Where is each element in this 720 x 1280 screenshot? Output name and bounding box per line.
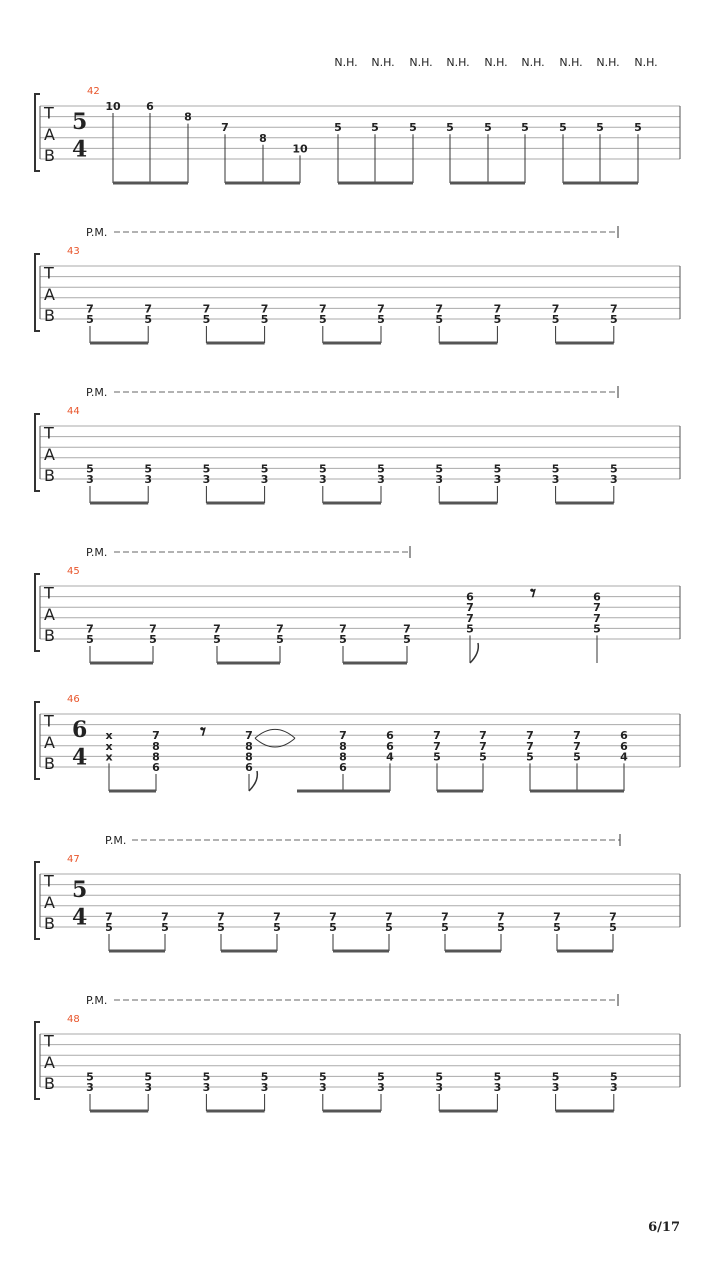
eighth-rest: 𝄾: [200, 719, 206, 746]
fret-number: 3: [551, 473, 560, 486]
tab-letter-t: T: [44, 103, 54, 123]
fret-number: 7: [435, 302, 444, 316]
natural-harmonic-label: N.H.: [446, 56, 470, 69]
fret-number: 7: [479, 739, 487, 753]
fret-number: 5: [318, 313, 327, 326]
tab-letter-t: T: [44, 583, 54, 603]
fret-number: 5: [377, 1070, 385, 1084]
fret-number: 8: [245, 750, 253, 764]
fret-number: 5: [521, 121, 529, 135]
fret-number: 7: [105, 910, 113, 924]
fret-number: 5: [526, 750, 534, 764]
fret-number: 8: [259, 131, 267, 145]
fret-number: 5: [260, 462, 269, 476]
fret-number: 7: [318, 302, 327, 316]
fret-number: 5: [371, 121, 379, 135]
fret-number: 6: [146, 100, 154, 113]
fret-number: 7: [245, 729, 253, 743]
fret-number: 3: [202, 473, 211, 486]
fret-number: 7: [152, 729, 160, 743]
fret-number: 5: [551, 313, 560, 326]
bar-number: 45: [67, 566, 80, 577]
fret-number: 5: [86, 1070, 94, 1084]
bar-number: 47: [67, 854, 80, 865]
fret-number: 7: [202, 302, 211, 316]
tie-crescendo-mark: [255, 729, 295, 747]
fret-number: 7: [260, 302, 269, 316]
fret-number: 8: [245, 739, 253, 753]
time-signature-bottom: 4: [72, 904, 88, 931]
fret-number: 5: [105, 921, 113, 934]
palm-mute-label: P.M.: [86, 386, 108, 399]
palm-mute-label: P.M.: [105, 834, 127, 847]
fret-number: 7: [377, 302, 385, 316]
fret-number: 7: [221, 121, 229, 135]
fret-number: 8: [152, 750, 160, 764]
tab-letter-t: T: [44, 871, 54, 891]
note-flag: [249, 771, 257, 791]
fret-number: 3: [260, 1081, 269, 1094]
fret-number: 5: [441, 921, 449, 934]
fret-number: 6: [152, 761, 160, 774]
dead-note: x: [105, 739, 113, 753]
natural-harmonic-label: N.H.: [409, 56, 433, 69]
fret-number: 7: [149, 622, 157, 636]
fret-number: 5: [559, 121, 567, 135]
fret-number: 3: [86, 473, 94, 486]
dead-note: x: [105, 750, 113, 764]
bar-number: 48: [67, 1014, 80, 1025]
fret-number: 7: [329, 910, 337, 924]
fret-number: 5: [86, 313, 94, 326]
tab-letter-b: B: [44, 914, 55, 933]
tab-letter-b: B: [44, 626, 55, 645]
tab-letter-a: A: [44, 444, 55, 464]
fret-number: 6: [386, 739, 394, 753]
fret-number: 5: [551, 462, 560, 476]
tab-letter-a: A: [44, 604, 55, 624]
fret-number: 5: [484, 121, 492, 135]
fret-number: 5: [202, 462, 211, 476]
tab-letter-a: A: [44, 284, 55, 304]
fret-number: 5: [144, 1070, 153, 1084]
fret-number: 5: [634, 121, 642, 135]
system-bracket: [35, 94, 40, 171]
fret-number: 3: [144, 1081, 153, 1094]
fret-number: 5: [276, 633, 284, 646]
natural-harmonic-label: N.H.: [484, 56, 508, 69]
fret-number: 7: [551, 302, 560, 316]
fret-number: 5: [553, 921, 561, 934]
fret-number: 7: [466, 611, 474, 625]
fret-number: 5: [339, 633, 347, 646]
fret-number: 3: [202, 1081, 211, 1094]
tab-letter-t: T: [44, 263, 54, 283]
fret-number: 7: [526, 729, 534, 743]
fret-number: 7: [497, 910, 505, 924]
fret-number: 4: [386, 750, 394, 764]
fret-number: 7: [213, 622, 221, 636]
palm-mute-label: P.M.: [86, 226, 108, 239]
bar-number: 42: [87, 86, 100, 97]
fret-number: 5: [493, 462, 502, 476]
tab-letter-b: B: [44, 146, 55, 165]
fret-number: 5: [329, 921, 337, 934]
fret-number: 7: [479, 729, 487, 743]
fret-number: 7: [553, 910, 561, 924]
fret-number: 7: [217, 910, 225, 924]
palm-mute-label: P.M.: [86, 546, 108, 559]
fret-number: 5: [409, 121, 417, 135]
fret-number: 5: [161, 921, 169, 934]
system-bracket: [35, 1022, 40, 1099]
fret-number: 7: [609, 910, 617, 924]
fret-number: 7: [276, 622, 284, 636]
fret-number: 3: [144, 473, 153, 486]
tab-letter-a: A: [44, 892, 55, 912]
fret-number: 6: [593, 590, 601, 604]
fret-number: 8: [339, 739, 347, 753]
note-flag: [470, 643, 478, 663]
fret-number: 6: [466, 590, 474, 604]
fret-number: 5: [551, 1070, 560, 1084]
system-bracket: [35, 702, 40, 779]
fret-number: 10: [105, 100, 121, 113]
system-bracket: [35, 574, 40, 651]
tab-letter-t: T: [44, 423, 54, 443]
fret-number: 4: [620, 750, 628, 764]
bar-number: 46: [67, 694, 80, 705]
fret-number: 8: [184, 110, 192, 124]
natural-harmonic-label: N.H.: [596, 56, 620, 69]
fret-number: 5: [466, 622, 474, 636]
fret-number: 5: [479, 750, 487, 764]
fret-number: 7: [385, 910, 393, 924]
natural-harmonic-label: N.H.: [634, 56, 658, 69]
fret-number: 3: [551, 1081, 560, 1094]
natural-harmonic-label: N.H.: [559, 56, 583, 69]
tab-letter-a: A: [44, 732, 55, 752]
fret-number: 7: [573, 739, 581, 753]
fret-number: 3: [493, 473, 502, 486]
fret-number: 8: [339, 750, 347, 764]
fret-number: 5: [334, 121, 342, 135]
bar-number: 44: [67, 406, 80, 417]
fret-number: 7: [593, 611, 601, 625]
fret-number: 3: [609, 1081, 618, 1094]
fret-number: 6: [620, 729, 628, 743]
fret-number: 5: [593, 622, 601, 636]
fret-number: 5: [609, 921, 617, 934]
tab-letter-t: T: [44, 711, 54, 731]
fret-number: 7: [493, 302, 502, 316]
fret-number: 6: [620, 739, 628, 753]
fret-number: 5: [86, 633, 94, 646]
natural-harmonic-label: N.H.: [334, 56, 358, 69]
time-signature-bottom: 4: [72, 744, 88, 771]
fret-number: 5: [260, 313, 269, 326]
tab-letter-a: A: [44, 1052, 55, 1072]
tab-letter-b: B: [44, 466, 55, 485]
fret-number: 5: [213, 633, 221, 646]
fret-number: 5: [609, 1070, 618, 1084]
fret-number: 5: [609, 313, 618, 326]
fret-number: 7: [144, 302, 153, 316]
tab-letter-a: A: [44, 124, 55, 144]
fret-number: 5: [609, 462, 618, 476]
fret-number: 5: [144, 313, 153, 326]
fret-number: 5: [202, 313, 211, 326]
fret-number: 3: [377, 1081, 385, 1094]
system-bracket: [35, 862, 40, 939]
fret-number: 7: [433, 729, 441, 743]
fret-number: 5: [377, 462, 385, 476]
fret-number: 10: [292, 142, 308, 156]
fret-number: 5: [202, 1070, 211, 1084]
fret-number: 5: [403, 633, 411, 646]
time-signature-top: 5: [72, 109, 88, 136]
fret-number: 5: [435, 1070, 444, 1084]
fret-number: 7: [433, 739, 441, 753]
fret-number: 5: [260, 1070, 269, 1084]
fret-number: 3: [318, 473, 327, 486]
fret-number: 6: [245, 761, 253, 774]
fret-number: 3: [609, 473, 618, 486]
fret-number: 5: [435, 462, 444, 476]
fret-number: 3: [86, 1081, 94, 1094]
fret-number: 5: [217, 921, 225, 934]
fret-number: 3: [435, 473, 444, 486]
fret-number: 7: [403, 622, 411, 636]
fret-number: 5: [493, 1070, 502, 1084]
system-bracket: [35, 254, 40, 331]
fret-number: 5: [377, 313, 385, 326]
natural-harmonic-label: N.H.: [371, 56, 395, 69]
fret-number: 3: [493, 1081, 502, 1094]
eighth-rest: 𝄾: [530, 580, 536, 607]
fret-number: 3: [318, 1081, 327, 1094]
time-signature-top: 6: [72, 717, 88, 744]
tab-letter-t: T: [44, 1031, 54, 1051]
fret-number: 5: [433, 750, 441, 764]
fret-number: 5: [385, 921, 393, 934]
fret-number: 3: [377, 473, 385, 486]
tab-letter-b: B: [44, 754, 55, 773]
fret-number: 5: [497, 921, 505, 934]
fret-number: 7: [86, 302, 94, 316]
fret-number: 7: [86, 622, 94, 636]
fret-number: 7: [526, 739, 534, 753]
fret-number: 7: [593, 601, 601, 615]
fret-number: 3: [435, 1081, 444, 1094]
fret-number: 5: [446, 121, 454, 135]
fret-number: 8: [152, 739, 160, 753]
tab-letter-b: B: [44, 1074, 55, 1093]
fret-number: 7: [339, 622, 347, 636]
fret-number: 6: [339, 761, 347, 774]
fret-number: 7: [339, 729, 347, 743]
fret-number: 7: [466, 601, 474, 615]
fret-number: 5: [573, 750, 581, 764]
fret-number: 5: [318, 1070, 327, 1084]
dead-note: x: [105, 729, 113, 743]
time-signature-bottom: 4: [72, 136, 88, 163]
fret-number: 5: [493, 313, 502, 326]
fret-number: 7: [609, 302, 618, 316]
fret-number: 3: [260, 473, 269, 486]
fret-number: 5: [273, 921, 281, 934]
natural-harmonic-label: N.H.: [521, 56, 545, 69]
palm-mute-label: P.M.: [86, 994, 108, 1007]
fret-number: 7: [573, 729, 581, 743]
fret-number: 5: [435, 313, 444, 326]
fret-number: 5: [596, 121, 604, 135]
fret-number: 5: [144, 462, 153, 476]
fret-number: 7: [273, 910, 281, 924]
fret-number: 5: [318, 462, 327, 476]
fret-number: 5: [149, 633, 157, 646]
fret-number: 5: [86, 462, 94, 476]
fret-number: 6: [386, 729, 394, 743]
fret-number: 7: [161, 910, 169, 924]
page-number: 6/17: [648, 1220, 680, 1235]
fret-number: 7: [441, 910, 449, 924]
system-bracket: [35, 414, 40, 491]
tab-letter-b: B: [44, 306, 55, 325]
time-signature-top: 5: [72, 877, 88, 904]
bar-number: 43: [67, 246, 80, 257]
